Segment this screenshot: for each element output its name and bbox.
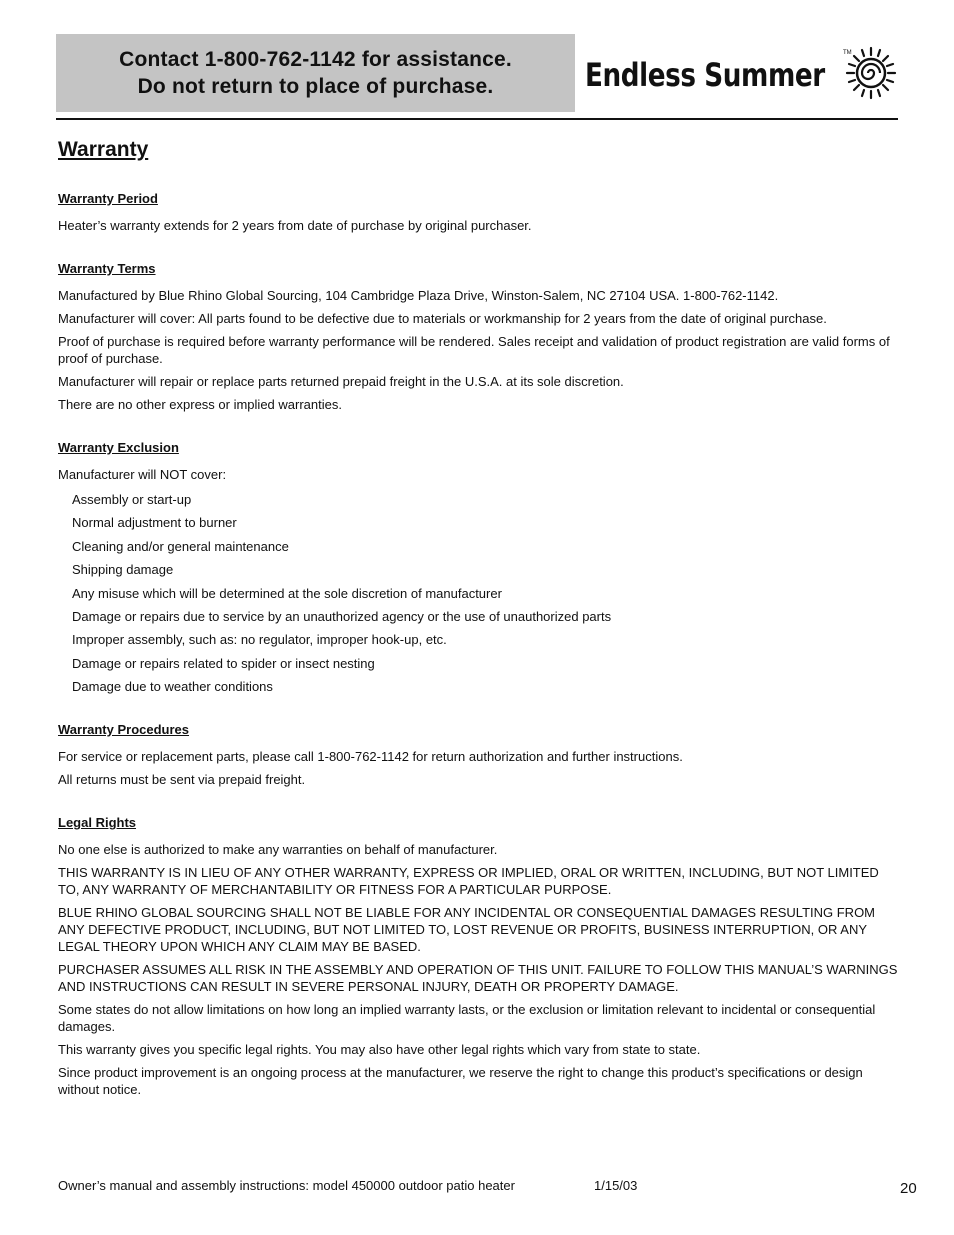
- contact-line-1: Contact 1-800-762-1142 for assistance.: [119, 48, 512, 71]
- section-heading: Warranty Procedures: [58, 722, 190, 738]
- list-item: Cleaning and/or general maintenance: [72, 538, 289, 554]
- paragraph: Since product improvement is an ongoing process at the manufacturer, we reserve the right to change this product’s specifications or design without notice.: [58, 1065, 863, 1098]
- exclusion-list: [58, 491, 898, 695]
- trademark-mark: TM: [843, 50, 852, 56]
- warranty-content: [58, 138, 898, 1124]
- list-item: Damage or repairs due to service by an unauthorized agency or the use of unauthorized parts: [72, 608, 612, 624]
- section-warranty-procedures: [58, 721, 898, 788]
- paragraph: No one else is authorized to make any warranties on behalf of manufacturer.: [58, 842, 498, 858]
- list-item: Normal adjustment to burner: [72, 515, 237, 531]
- list-item: Shipping damage: [72, 562, 174, 578]
- section-heading: Legal Rights: [58, 815, 137, 831]
- paragraph: This warranty gives you specific legal rights. You may also have other legal rights which vary from state to state.: [58, 1042, 701, 1058]
- list-item: Any misuse which will be determined at the sole discretion of manufacturer: [72, 585, 502, 601]
- paragraph: Manufacturer will NOT cover:: [58, 467, 227, 482]
- sun-swirl-icon: [843, 44, 899, 102]
- contact-line-2: Do not return to place of purchase.: [137, 75, 494, 98]
- footer-date: 1/15/03: [594, 1178, 638, 1193]
- logo-text: Endless Summer: [585, 56, 825, 94]
- page-number: 20: [900, 1180, 917, 1197]
- section-heading: Warranty Exclusion: [58, 440, 179, 455]
- section-heading: Warranty Terms: [58, 261, 156, 276]
- brand-logo: [585, 40, 877, 110]
- page-title: Warranty: [58, 138, 149, 161]
- paragraph: Manufactured by Blue Rhino Global Sourcing, 104 Cambridge Plaza Drive, Winston-Salem, NC 27104 USA. 1-800-762-1142.: [58, 288, 779, 303]
- section-heading: Warranty Period: [58, 191, 158, 206]
- paragraph: Manufacturer will repair or replace parts returned prepaid freight in the U.S.A. at its sole discretion.: [58, 374, 624, 389]
- paragraph: PURCHASER ASSUMES ALL RISK IN THE ASSEMBLY AND OPERATION OF THIS UNIT. FAILURE TO FOLLOW THIS MANUAL’S WARNINGS AND INSTRUCTIONS CAN RESULT IN SEVERE PERSONAL INJURY, DEATH OR PROPERTY DAMAGE.: [58, 962, 898, 995]
- contact-banner: [56, 34, 575, 112]
- paragraph: Proof of purchase is required before warranty performance will be rendered. Sales receipt and validation of product registration are valid forms of proof of purchase.: [58, 334, 890, 366]
- paragraph: BLUE RHINO GLOBAL SOURCING SHALL NOT BE LIABLE FOR ANY INCIDENTAL OR CONSEQUENTIAL DAMAGES RESULTING FROM ANY DEFECTIVE PRODUCT, INCLUDING, BUT NOT LIMITED TO, LOST REVENUE OR PROFITS, BUSINESS INTERRUPTION, OR ANY LEGAL THEORY UPON WHICH ANY CLAIM MAY BE BASED.: [58, 905, 876, 955]
- list-item: Assembly or start-up: [72, 492, 192, 507]
- section-legal-rights: [58, 814, 898, 1098]
- list-item: Damage due to weather conditions: [72, 679, 273, 695]
- list-item: Damage or repairs related to spider or insect nesting: [72, 655, 375, 671]
- paragraph: Heater’s warranty extends for 2 years from date of purchase by original purchaser.: [58, 218, 532, 233]
- paragraph: There are no other express or implied warranties.: [58, 397, 342, 412]
- paragraph: Some states do not allow limitations on how long an implied warranty lasts, or the exclusion or limitation relevant to incidental or consequential damages.: [58, 1002, 876, 1035]
- paragraph: Manufacturer will cover: All parts found to be defective due to materials or workmanship for 2 years from the date of original purchase.: [58, 311, 827, 326]
- paragraph: THIS WARRANTY IS IN LIEU OF ANY OTHER WARRANTY, EXPRESS OR IMPLIED, ORAL OR WRITTEN, INCLUDING, BUT NOT LIMITED TO, ANY WARRANTY OF MERCHANTABILITY OR FITNESS FOR A PARTICULAR PURPOSE.: [58, 865, 879, 898]
- footer-doc-title: Owner’s manual and assembly instructions: model 450000 outdoor patio heater: [58, 1178, 515, 1193]
- section-warranty-period: [58, 190, 898, 234]
- paragraph: All returns must be sent via prepaid freight.: [58, 772, 306, 788]
- section-warranty-exclusion: [58, 439, 898, 695]
- paragraph: For service or replacement parts, please call 1-800-762-1142 for return authorization and further instructions.: [58, 749, 683, 765]
- list-item: Improper assembly, such as: no regulator, improper hook-up, etc.: [72, 632, 447, 648]
- section-warranty-terms: [58, 260, 898, 413]
- header-rule: [56, 118, 898, 120]
